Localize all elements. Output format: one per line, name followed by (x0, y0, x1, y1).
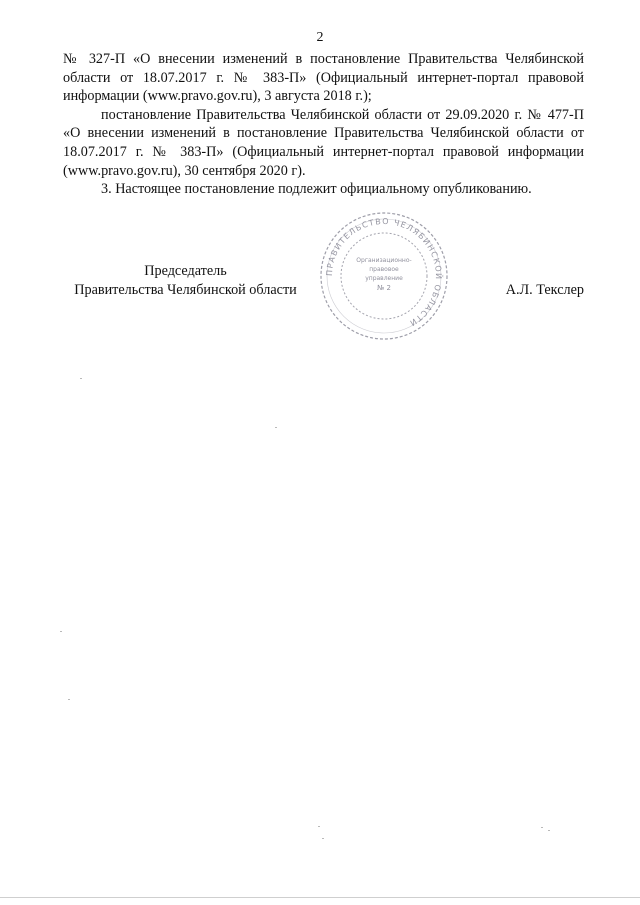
scan-bottom-edge (0, 897, 640, 898)
signatory-name: А.Л. Текслер (505, 281, 584, 298)
paragraph-resolution-327: № 327-П «О внесении изменений в постановление Правительства Челябинской области от 18.07.2017 г. № 383-П» (Официальный интернет-портал правовой информации (www.pravo.gov.ru), 3 августа 2018 г.); (63, 51, 584, 105)
signatory-title-line-1: Председатель (144, 263, 227, 279)
stamp-outer-text: ПРАВИТЕЛЬСТВО ЧЕЛЯБИНСКОЙ ОБЛАСТИ (324, 216, 444, 328)
page-number: 2 (316, 30, 324, 45)
official-seal-stamp (318, 210, 450, 342)
paragraph-publication-clause: 3. Настоящее постановление подлежит официальному опубликованию. (101, 181, 532, 198)
stamp-center-line-1: Организационно- (356, 257, 412, 264)
stamp-center-line-3: управление (365, 275, 403, 282)
stamp-center-line-4: № 2 (377, 284, 391, 292)
document-body (63, 50, 584, 199)
signatory-title-line-2: Правительства Челябинской области (74, 281, 297, 298)
paragraph-resolution-477: постановление Правительства Челябинской области от 29.09.2020 г. № 477-П «О внесении изменений в постановление Правительства Челябинской области от 18.07.2017 г. № 383-П» (Официальный интернет-портал правовой информации (www.pravo.gov.ru), 30 сентября 2020 г). (63, 106, 584, 179)
signatory-title (63, 262, 308, 299)
stamp-center-line-2: правовое (369, 266, 399, 273)
